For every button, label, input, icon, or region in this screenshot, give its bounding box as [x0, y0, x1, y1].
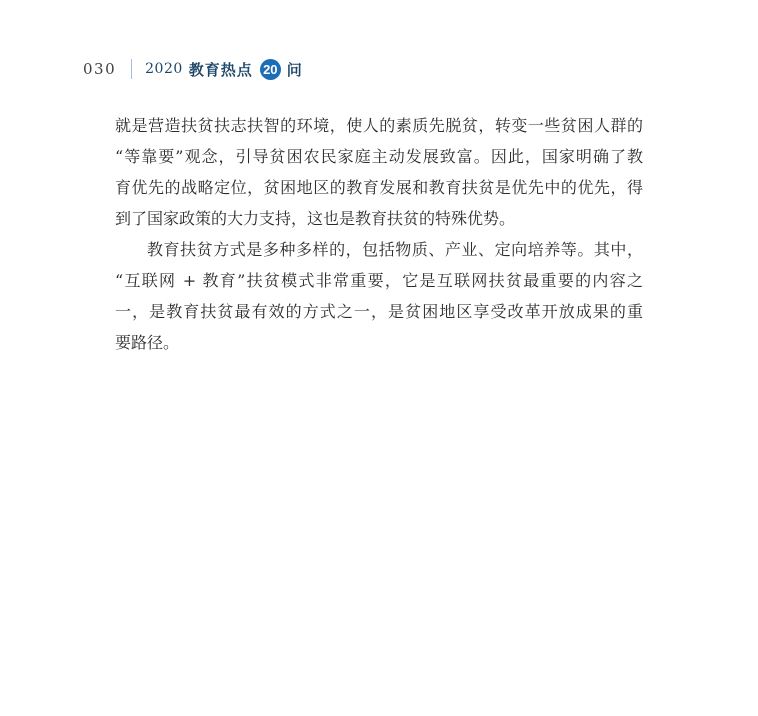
text-line: 一，是教育扶贫最有效的方式之一，是贫困地区享受改革开放成果的重 [115, 302, 643, 321]
series-suffix: 问 [286, 60, 302, 79]
header-divider [131, 59, 132, 79]
text-line: 育优先的战略定位，贫困地区的教育发展和教育扶贫是优先中的优先，得 [115, 178, 643, 197]
text-line: 教育扶贫方式是多种多样的，包括物质、产业、定向培养等。其中， [147, 240, 643, 259]
text-line: “等靠要”观念，引导贫困农民家庭主动发展致富。因此，国家明确了教 [115, 147, 643, 166]
text-line: “互联网 + 教育”扶贫模式非常重要，它是互联网扶贫最重要的内容之 [115, 271, 643, 290]
series-title: 教育热点 [188, 60, 253, 79]
text-line: 就是营造扶贫扶志扶智的环境，使人的素质先脱贫，转变一些贫困人群的 [115, 116, 643, 135]
text-line: 到了国家政策的大力支持，这也是教育扶贫的特殊优势。 [115, 209, 516, 228]
body-text [115, 110, 643, 358]
edition-number-badge: 20 [260, 59, 281, 80]
header-year: 2020 [145, 61, 183, 77]
text-line: 要路径。 [115, 333, 180, 352]
page-number: 030 [83, 60, 117, 78]
page-header [83, 57, 302, 81]
